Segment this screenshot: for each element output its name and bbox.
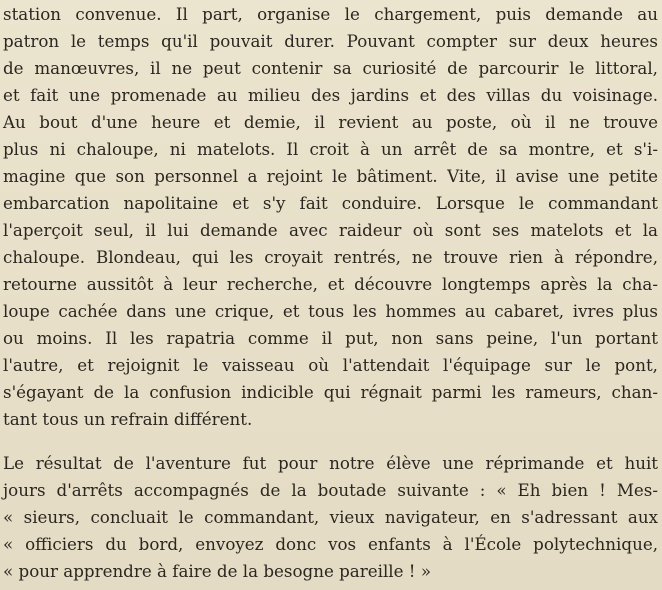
text-line: tant tous un refrain différent. [3, 409, 253, 429]
text-line: « sieurs, concluait le commandant, vieux navigateur, en s'adressant aux [3, 507, 658, 527]
text-line: retourne aussitôt à leur recherche, et découvre longtemps après la cha- [3, 274, 658, 294]
paragraph-2 [3, 450, 658, 585]
text-line: et fait une promenade au milieu des jardins et des villas du voisinage. [3, 85, 658, 105]
text-line: ou moins. Il les rapatria comme il put, non sans peine, l'un portant [3, 328, 658, 348]
text-line: loupe cachée dans une crique, et tous les hommes au cabaret, ivres plus [3, 301, 658, 321]
text-line: embarcation napolitaine et s'y fait conduire. Lorsque le commandant [3, 193, 658, 213]
paragraph-1 [3, 1, 658, 433]
text-line: « pour apprendre à faire de la besogne pareille ! » [3, 561, 432, 581]
text-line: plus ni chaloupe, ni matelots. Il croit à un arrêt de sa montre, et s'i- [3, 139, 658, 159]
text-line: Au bout d'une heure et demie, il revient au poste, où il ne trouve [3, 112, 658, 132]
text-line: de manœuvres, il ne peut contenir sa curiosité de parcourir le littoral, [3, 58, 658, 78]
text-line: l'autre, et rejoignit le vaisseau où l'attendait l'équipage sur le pont, [3, 355, 658, 375]
text-line: l'aperçoit seul, il lui demande avec raideur où sont ses matelots et la [3, 220, 658, 240]
text-line: chaloupe. Blondeau, qui les croyait rentrés, ne trouve rien à répondre, [3, 247, 658, 267]
text-line: patron le temps qu'il pouvait durer. Pouvant compter sur deux heures [3, 31, 658, 51]
text-line: « officiers du bord, envoyez donc vos enfants à l'École polytechnique, [3, 534, 658, 554]
text-line: jours d'arrêts accompagnés de la boutade suivante : « Eh bien ! Mes- [3, 480, 658, 500]
text-line: Le résultat de l'aventure fut pour notre élève une réprimande et huit [3, 453, 658, 473]
text-line: magine que son personnel a rejoint le bâtiment. Vite, il avise une petite [3, 166, 658, 186]
text-line: station convenue. Il part, organise le chargement, puis demande au [3, 4, 658, 24]
text-line: s'égayant de la confusion indicible qui régnait parmi les rameurs, chan- [3, 382, 658, 402]
